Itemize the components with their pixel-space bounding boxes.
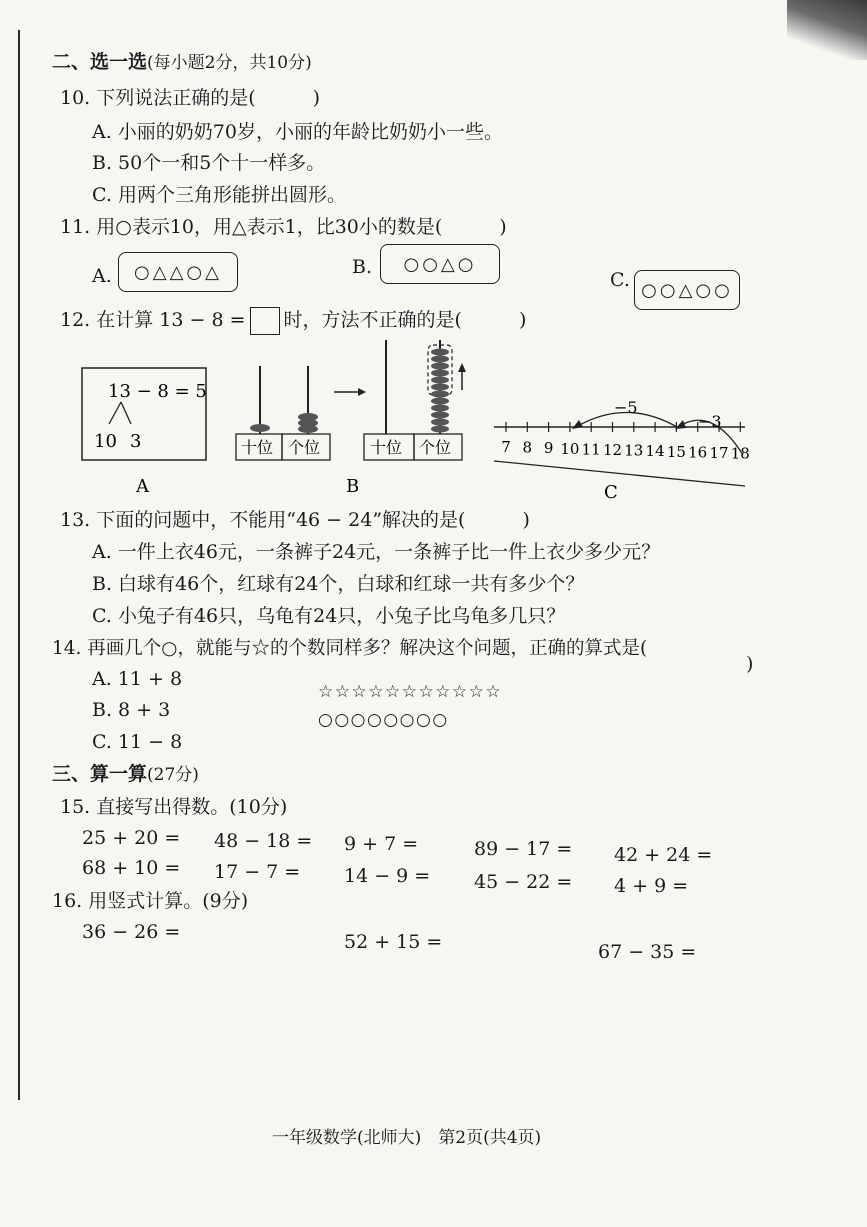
q11-c-glyphs: ○○△○○ (641, 279, 733, 301)
q12-c-jump2-label: −3 (698, 412, 722, 431)
q10-option-b: B. 50个一和5个十一样多。 (92, 152, 326, 174)
q12-c-tick-label: 14 (645, 442, 665, 461)
q12-c-label: C (604, 482, 618, 503)
q15-item: 14 − 9 = (344, 865, 431, 887)
q12-c-tick-label: 15 (666, 442, 686, 461)
q11-b-glyphs: ○○△○ (403, 253, 477, 275)
q11-b-label: B. (352, 256, 373, 278)
q12-c-tick-label: 13 (624, 441, 644, 460)
q16-stem: 16. 用竖式计算。(9分) (52, 890, 249, 912)
q10-stem: 10. 下列说法正确的是( ) (60, 87, 321, 109)
q12-b-tens-1: 十位 (241, 438, 274, 457)
q15-item: 48 − 18 = (214, 830, 313, 852)
q12-c-tick-label: 17 (709, 444, 729, 462)
q14-paren-close: ) (746, 653, 754, 675)
section2-note: (每小题2分，共10分) (147, 53, 312, 73)
q12-a-right: 3 (130, 431, 142, 452)
q12-c-tick-label: 8 (522, 438, 533, 457)
q14-stem: 14. 再画几个○，就能与☆的个数同样多？解决这个问题，正确的算式是( (52, 638, 648, 659)
q10-option-c: C. 用两个三角形能拼出圆形。 (92, 184, 346, 206)
q12-c-tick-label: 16 (688, 443, 708, 462)
q16-item: 36 − 26 = (82, 921, 181, 943)
q15-item: 25 + 20 = (82, 827, 181, 849)
q12-a-left: 10 (94, 431, 117, 452)
q14-circles: ○○○○○○○○ (318, 710, 449, 730)
q15-item: 9 + 7 = (344, 833, 419, 855)
q12-c-baseline (494, 461, 745, 486)
q12-c-tick-label: 11 (581, 440, 601, 459)
q14-stars: ☆☆☆☆☆☆☆☆☆☆☆ (318, 682, 503, 702)
q15-item: 4 + 9 = (614, 875, 689, 897)
q15-item: 17 − 7 = (214, 861, 301, 883)
page-footer: 一年级数学(北师大) 第2页(共4页) (272, 1128, 542, 1148)
q12-b-arrow (334, 388, 366, 396)
q15-item: 45 − 22 = (474, 871, 573, 893)
q12-a-branch-right (121, 402, 131, 424)
q13-stem: 13. 下面的问题中，不能用“46 − 24”解决的是( ) (60, 509, 530, 531)
q11-c-label: C. (610, 269, 630, 291)
q12-b-abacus-2 (364, 340, 466, 460)
section3-note: (27分) (147, 765, 199, 785)
q15-item: 68 + 10 = (82, 857, 181, 879)
q12-c-tick-label: 12 (602, 441, 623, 459)
q12-stem-before: 12. 在计算 13 − 8 = (60, 309, 246, 331)
q12-c-tick-label: 10 (560, 439, 580, 458)
q12-stem-after: 时，方法不正确的是( ) (283, 309, 527, 331)
section3-title (52, 762, 199, 787)
q12-figures (0, 0, 867, 520)
q15-item: 42 + 24 = (614, 844, 713, 866)
q12-b-ones-2: 个位 (419, 438, 452, 457)
q11-stem: 11. 用○表示10，用△表示1，比30小的数是( ) (60, 216, 507, 238)
q12-a-label: A (136, 476, 149, 497)
section2-title-text: 二、选一选 (52, 51, 148, 73)
q12-c-jump1-label: −5 (614, 398, 638, 417)
q11-a-glyphs: ○△△○△ (134, 261, 222, 283)
q12-b-label: B (346, 476, 360, 497)
q12-c-tick-label: 9 (543, 439, 554, 458)
q12-a-equation: 13 − 8 = 5 (108, 381, 207, 402)
q12-c-tick-label: 18 (730, 444, 750, 463)
q12-b-tens-2: 十位 (370, 438, 403, 457)
q15-stem: 15. 直接写出得数。(10分) (60, 796, 288, 818)
q11-a-label: A. (92, 265, 112, 287)
q10-option-a: A. 小丽的奶奶70岁，小丽的年龄比奶奶小一些。 (92, 121, 503, 143)
q15-item: 89 − 17 = (474, 838, 573, 860)
q12-a-branch-left (109, 402, 121, 424)
q12-c-tick-label: 7 (501, 438, 511, 456)
q12-b-abacus-1 (236, 366, 330, 460)
q13-option-a: A. 一件上衣46元，一条裤子24元，一条裤子比一件上衣少多少元？ (92, 541, 661, 563)
q13-option-b: B. 白球有46个，红球有24个，白球和红球一共有多少个？ (92, 573, 585, 595)
q14-option-b: B. 8 + 3 (92, 699, 171, 721)
section3-title-text: 三、算一算 (52, 763, 148, 785)
q14-option-a: A. 11 + 8 (92, 668, 183, 690)
q16-item: 67 − 35 = (598, 941, 697, 963)
q14-option-c: C. 11 − 8 (92, 731, 183, 753)
q16-item: 52 + 15 = (344, 931, 443, 953)
q12-b-ones-1: 个位 (288, 438, 321, 457)
q13-option-c: C. 小兔子有46只，乌龟有24只，小兔子比乌龟多几只？ (92, 605, 566, 627)
